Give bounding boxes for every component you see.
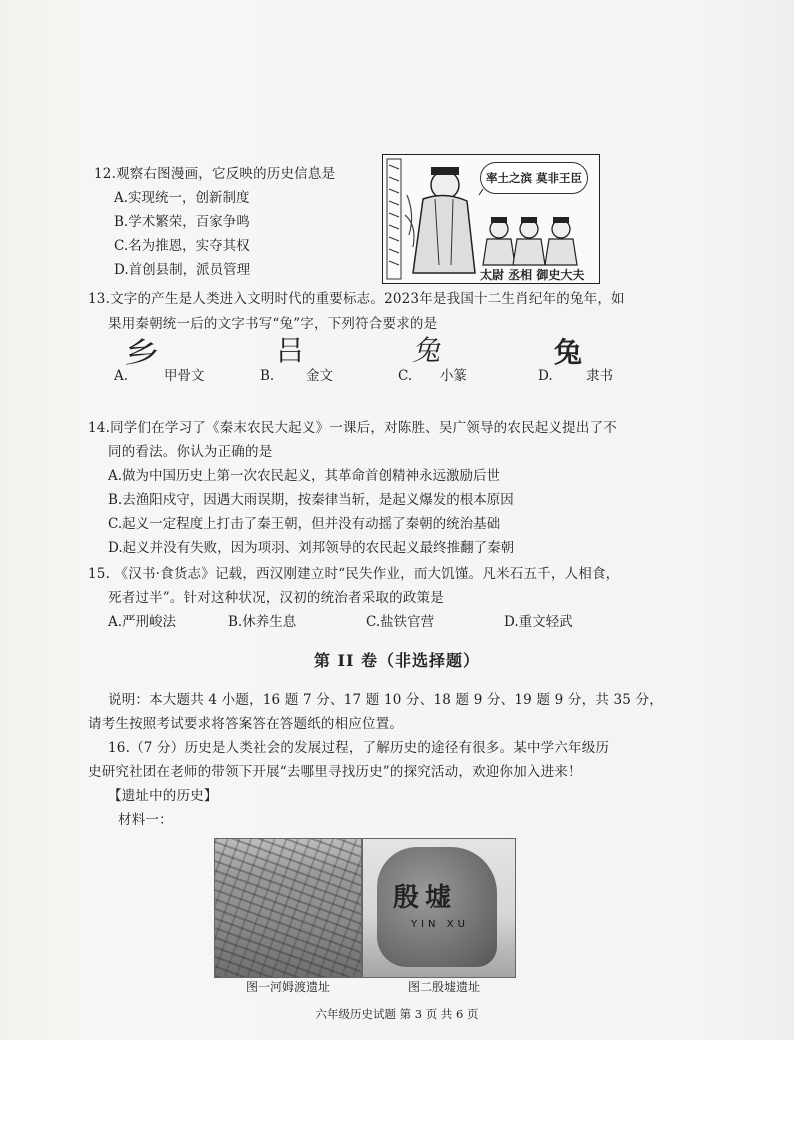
q12-option-c: C.名为推恩，实夺其权	[114, 238, 250, 254]
section-2-title: 第 II 卷（非选择题）	[313, 651, 481, 670]
q15-option-b: B.休养生息	[228, 614, 297, 630]
official-2-body	[513, 239, 545, 265]
q16-line1: 16.（7 分）历史是人类社会的发展过程，了解历史的途径有很多。某中学六年级历	[108, 740, 610, 756]
official-1-body	[483, 239, 515, 265]
q13-option-b-label: 金文	[306, 368, 333, 384]
q13-option-c-letter: C.	[398, 368, 413, 384]
yinxu-site-photo	[362, 838, 516, 978]
q15-line1: 15. 《汉书·食货志》记载，西汉刚建立时“民失作业，而大饥馑。凡米石五千，人相食，	[88, 566, 620, 582]
stone-pinyin: YIN XU	[411, 919, 469, 930]
oracle-bone-glyph: 乡	[123, 336, 161, 369]
q14-line2: 同的看法。你认为正确的是	[108, 444, 273, 460]
official-3-body	[545, 239, 577, 265]
q14-option-c: C.起义一定程度上打击了秦王朝，但并没有动摇了秦朝的统治基础	[108, 516, 501, 532]
page-footer: 六年级历史试题 第 3 页 共 6 页	[315, 1007, 479, 1021]
q13-line2: 果用秦朝统一后的文字书写“兔”字，下列符合要求的是	[108, 316, 438, 332]
emperor-robe	[413, 195, 475, 273]
emperor-crown	[431, 167, 459, 175]
page-bottom-margin	[0, 1040, 794, 1124]
q14-option-b: B.去渔阳戍守，因遇大雨误期，按秦律当斩，是起义爆发的根本原因	[108, 492, 514, 508]
q14-option-a: A.做为中国历史上第一次农民起义，其革命首创精神永远激励后世	[108, 468, 501, 484]
official-1-hat	[491, 217, 507, 223]
cartoon-border-pattern	[389, 165, 399, 265]
q13-option-d-letter: D.	[538, 368, 553, 384]
stone-inscription: 殷墟	[393, 883, 458, 913]
q15-option-c: C.盐铁官营	[366, 614, 435, 630]
section-2-note-1: 说明：本大题共 4 小题，16 题 7 分、17 题 10 分、18 题 9 分、19 题 9 分，共 35 分，	[108, 692, 663, 708]
q13-option-a-letter: A.	[114, 368, 129, 384]
q12-stem: 12.观察右图漫画，它反映的历史信息是	[94, 166, 336, 182]
figure-2-caption: 图二殷墟遗址	[408, 980, 481, 994]
official-3-hat	[553, 217, 569, 223]
map-outline	[405, 195, 414, 247]
q14-option-d: D.起义并没有失败，因为项羽、刘邦领导的农民起义最终推翻了秦朝	[108, 540, 515, 556]
q15-option-a: A.严刑峻法	[108, 614, 177, 630]
q13-option-d-label: 隶书	[586, 368, 613, 384]
q12-option-d: D.首创县制，派员管理	[114, 262, 251, 278]
q15-line2: 死者过半”。针对这种状况，汉初的统治者采取的政策是	[108, 590, 444, 606]
q14-line1: 14.同学们在学习了《秦末农民大起义》一课后，对陈胜、吴广领导的农民起义提出了不	[88, 420, 617, 436]
q13-option-a-label: 甲骨文	[164, 368, 205, 384]
official-2-hat	[521, 217, 537, 223]
q13-option-b-letter: B.	[260, 368, 275, 384]
cartoon-official-names: 太尉 丞相 御史大夫	[480, 268, 585, 282]
q13-option-c-label: 小篆	[440, 368, 467, 384]
hemudu-site-photo	[214, 838, 362, 978]
q16-material-label: 材料一：	[118, 812, 173, 828]
q12-option-a: A.实现统一，创新制度	[114, 190, 250, 206]
q16-heading: 【遗址中的历史】	[108, 788, 218, 804]
q12-option-b: B.学术繁荣，百家争鸣	[114, 214, 250, 230]
cartoon-speech-bubble: 率土之滨 莫非王臣	[480, 162, 588, 194]
section-2-note-2: 请考生按照考试要求将答案答在答题纸的相应位置。	[88, 716, 404, 732]
q15-option-d: D.重文轻武	[504, 614, 573, 630]
clerical-glyph: 兔	[554, 336, 583, 369]
q16-line2: 史研究社团在老师的带领下开展“去哪里寻找历史”的探究活动，欢迎你加入进来！	[88, 764, 582, 780]
bubble-tail	[479, 189, 483, 195]
q13-line1: 13.文字的产生是人类进入文明时代的重要标志。2023年是我国十二生肖纪年的兔年，如	[88, 291, 625, 307]
figure-1-caption: 图一河姆渡遗址	[246, 980, 331, 994]
small-seal-glyph: 兔	[412, 334, 441, 367]
bronze-glyph: 吕	[276, 334, 305, 367]
